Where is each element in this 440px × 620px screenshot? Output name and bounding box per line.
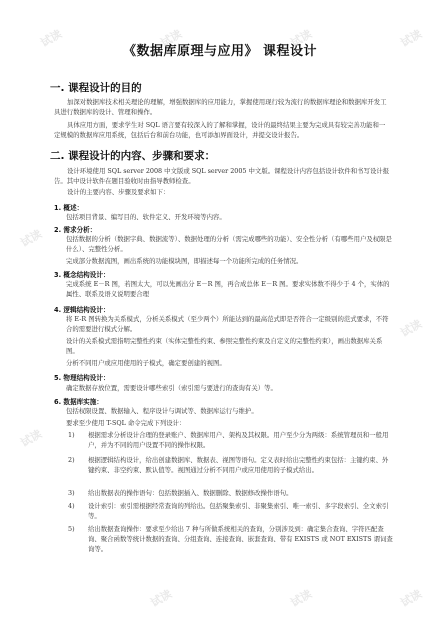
step-title: 逻辑结构设计： — [63, 306, 110, 314]
subitem-text: 根据需求分析设计合理的登录账户、数据库用户、架构及其权限。用户至少分为两级：系统管理员和一般用户，并为不同的用户设置不同的操作权限。 — [88, 431, 389, 450]
step-number: 1. — [54, 204, 62, 212]
subitem-2 — [68, 455, 394, 475]
step-2-text: 包括数据的分析（数据字典、数据流等）、数据处理的分析（需完成哪些的功能）、安全性分析（有哪些用户及权限是什么）、完整性分析。 — [66, 235, 392, 254]
step-number: 6. — [54, 398, 62, 406]
section-1-heading: 一. 课程设计的目的 — [50, 82, 142, 94]
step-title: 数据库实施： — [63, 398, 103, 406]
step-number: 5. — [54, 374, 62, 382]
step-5-text: 确定数据存放位置，需要设计哪些索引（索引需与要进行的查询有关）等。 — [66, 384, 277, 392]
watermark-text: 试读 — [38, 27, 65, 50]
watermark-text: 试读 — [288, 587, 315, 610]
step-4-text-2: 设计的关系模式需指明完整性约束（实体完整性约束、参照完整性约束及自定义的完整性约束），画出数据库关系图。 — [66, 337, 383, 356]
document-title: 《数据库原理与应用》 课程设计 — [122, 44, 318, 59]
step-1-title — [54, 202, 83, 212]
step-6-title — [54, 396, 103, 406]
step-number: 3. — [54, 271, 62, 279]
watermark-text: 试读 — [398, 587, 425, 610]
subitem-1 — [68, 430, 394, 450]
watermark-text: 试读 — [18, 427, 45, 450]
step-5-title — [54, 372, 110, 382]
section-1-paragraph-1: 加深对数据库技术相关理论的理解，增强数据库的应用能力，掌握使用现行较为流行的数据库理论和数据库开发工具进行数据库的设计、管理和操作。 — [54, 98, 387, 117]
step-number: 4. — [54, 306, 62, 314]
subitem-4 — [68, 501, 394, 521]
step-number: 2. — [54, 226, 62, 234]
watermark-text: 试读 — [148, 587, 175, 610]
step-1-text: 包括项目背景、编写目的、软件定义、开发环境等内容。 — [66, 213, 226, 221]
subitem-text: 设计索引：索引需根据经常查询的列给出。包括聚集索引、非聚集索引、唯一索引、多字段索引、全文索引等。 — [88, 502, 389, 521]
subitem-number: 1) — [68, 431, 75, 439]
step-3-text: 完成系统 E－R 图，若图太大，可以先画出分 E－R 图，再合成总体 E－R 图。要求实体数不得少于 4 个，实体的属性、联系及语义说明要合理 — [66, 280, 390, 299]
step-2-text-2: 完成部分数据流图，画出系统的功能模块图，即描述每一个功能所完成的任务情况。 — [66, 257, 303, 265]
subitem-number: 3) — [68, 489, 75, 497]
step-3-title — [54, 269, 110, 279]
watermark-text: 试读 — [288, 27, 315, 50]
subitem-number: 2) — [68, 456, 75, 464]
watermark-text: 试读 — [398, 317, 425, 340]
step-title: 需求分析： — [63, 226, 97, 234]
section-2-paragraph-1: 设计环境使用 SQL server 2008 中文版或 SQL server 2005 中文版。课程设计内容包括设计软件和书写设计报告。其中设计软件在题目验收时由指导教师检查。 — [54, 167, 390, 186]
subitem-number: 5) — [68, 525, 75, 533]
step-4-text-3: 分析不同用户或应用使用的子模式，确定要创建的视图。 — [66, 359, 226, 367]
subitem-text: 给出数据表的操作语句：包括数据插入、数据删除、数据修改操作语句。 — [88, 489, 293, 497]
section-2-paragraph-2: 设计的主要内容、步骤及要求如下： — [67, 188, 170, 196]
watermark-text: 试读 — [158, 27, 185, 50]
step-2-title — [54, 224, 96, 234]
step-4-title — [54, 304, 110, 314]
step-title: 概念结构设计： — [63, 271, 110, 279]
section-2-heading: 二. 课程设计的内容、步骤和要求： — [50, 150, 216, 162]
subitem-5 — [68, 524, 394, 555]
subitem-text: 根据逻辑结构设计，给出创建数据库、数据表、视图等语句。定义表时给出完整性约束包括：主键约束、外键约束、非空约束、默认值等。视图通过分析不同用户或应用使用的子模式给出。 — [88, 456, 389, 475]
section-1-paragraph-2: 具体应用方面，要求学生对 SQL 语言要有较深入的了解和掌握，设计的最终结果主要为完成具有较完善功能和一定规模的数据库应用系统，包括后台和前台功能，也可添加界面设计，并提交设计报告。 — [54, 121, 386, 140]
subitem-number: 4) — [68, 502, 75, 510]
step-6-text-2: 要求至少使用 T-SQL 命令完成下列设计： — [66, 419, 186, 427]
step-4-text: 将 E-R 图转换为关系模式，分析关系模式（至少两个）所能达到的最高范式即是否符合一定级别的范式要求，不符合的需要进行模式分解。 — [66, 315, 389, 334]
subitem-3 — [68, 488, 394, 498]
watermark-text: 试读 — [398, 27, 425, 50]
subitem-text: 给出数据查询操作：要求至少给出 7 种与所做系统相关的查询，分别涉及到：确定集合查询、字符匹配查询、聚合函数等统计数据的查询、分组查询、连接查询、嵌套查询、带有 EXISTS 或 NOT EXISTS 谓词查询等。 — [88, 525, 393, 554]
step-title: 物理结构设计： — [63, 374, 110, 382]
step-title: 概述： — [63, 204, 84, 212]
step-6-text: 包括权限设置、数据输入、程序设计与调试等、数据库运行与维护。 — [66, 407, 258, 415]
watermark-text: 试读 — [18, 227, 45, 250]
